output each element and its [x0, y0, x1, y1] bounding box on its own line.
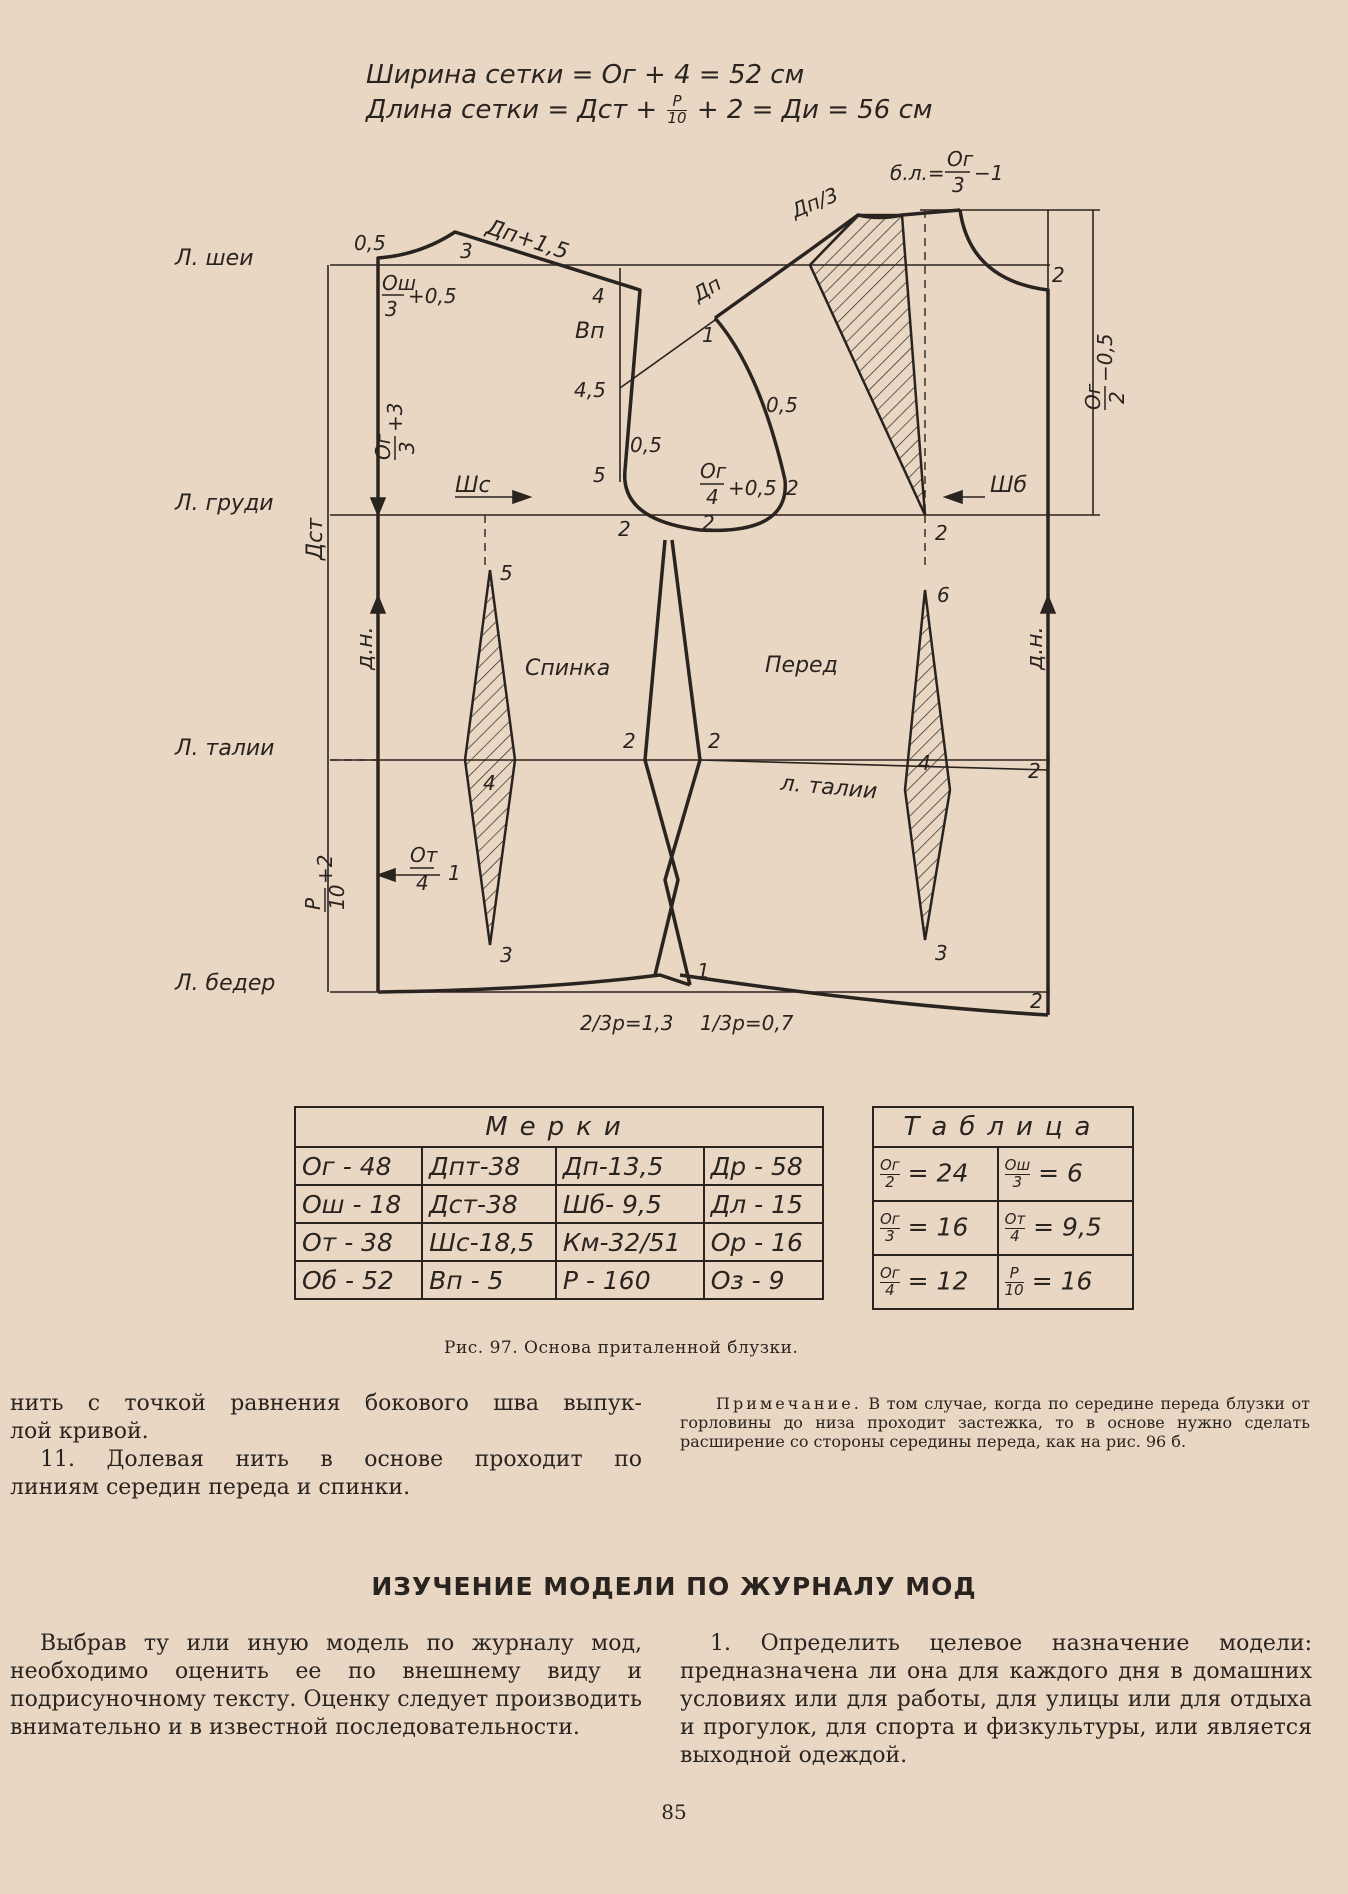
og2-denominator: 2 [1105, 391, 1129, 404]
label-hem-right: 1/3р=0,7 [700, 1011, 794, 1035]
bl-suffix: −1 [974, 161, 1004, 185]
cell-numerator: Ош [1004, 1155, 1031, 1174]
label-og4 [700, 459, 777, 509]
cell-value: = 16 [1031, 1266, 1093, 1295]
label-front: Перед [765, 653, 838, 678]
formula-table-title: Таблица [873, 1107, 1133, 1147]
point-numbers [354, 231, 1065, 1013]
point-5-dart: 5 [500, 561, 513, 585]
table-cell: Дст-38 [422, 1185, 556, 1223]
point-2-chest: 2 [618, 517, 631, 541]
label-dp: Дп [688, 271, 726, 307]
label-osh3 [382, 271, 457, 321]
back-dart [465, 570, 515, 945]
label-shb: Шб [990, 473, 1028, 498]
label-p10 [301, 855, 349, 912]
table-row [295, 1147, 823, 1185]
table-cell: Шб- 9,5 [556, 1185, 704, 1223]
table-cell: Р - 160 [556, 1261, 704, 1299]
point-0-5: 0,5 [354, 231, 386, 255]
table-cell: Ог - 48 [295, 1147, 422, 1185]
cell-value: = 12 [907, 1266, 969, 1295]
point-2-waist-front: 2 [1028, 759, 1041, 783]
table-cell: Вп - 5 [422, 1261, 556, 1299]
front-neck-and-center [960, 210, 1048, 1015]
fraction-denominator: 10 [667, 108, 687, 127]
og4-numerator: Ог [700, 459, 727, 483]
point-2-chest-mid: 2 [702, 511, 715, 535]
cell-numerator: Р [1005, 1266, 1024, 1283]
ot4-denominator: 4 [416, 871, 429, 895]
og3-denominator: 3 [395, 441, 419, 454]
bl-denominator: 3 [952, 173, 965, 197]
og2-rest: −0,5 [1093, 333, 1117, 382]
label-waist-line: Л. талии [175, 736, 275, 761]
label-dst: Дст [303, 517, 328, 560]
back-hem [378, 975, 690, 992]
table-cell: Ор - 16 [704, 1223, 823, 1261]
section-heading: ИЗУЧЕНИЕ МОДЕЛИ ПО ЖУРНАЛУ МОД [371, 1572, 977, 1601]
ot4-numerator: От [410, 843, 438, 867]
point-0-5-front: 0,5 [766, 393, 798, 417]
point-4: 4 [592, 284, 605, 308]
cell-numerator: От [1004, 1209, 1026, 1228]
formula-table [872, 1106, 1134, 1310]
label-neck-line: Л. шеи [175, 246, 254, 271]
bl-numerator: Ог [947, 147, 974, 171]
point-4-back-dart: 4 [483, 771, 496, 795]
back-piece-outline [378, 232, 785, 992]
table-cell: Дп-13,5 [556, 1147, 704, 1185]
page-number: 85 [661, 1800, 687, 1824]
label-back: Спинка [525, 656, 611, 681]
front-waist-line [700, 760, 1048, 770]
osh3-denominator: 3 [385, 297, 398, 321]
label-chest-line: Л. груди [175, 491, 274, 516]
label-vp: Вп [575, 319, 605, 344]
label-hip-line: Л. бедер [175, 971, 276, 996]
point-0-5-armhole: 0,5 [630, 433, 662, 457]
table-cell: Оз - 9 [704, 1261, 823, 1299]
table-cell [873, 1255, 998, 1309]
table-cell [873, 1201, 998, 1255]
table-row [295, 1261, 823, 1299]
cell-numerator: Ог [880, 1263, 900, 1282]
og4-rest: +0,5 [728, 476, 777, 500]
point-2-bust: 2 [935, 521, 948, 545]
label-ot4 [410, 843, 461, 895]
point-2-waist-right: 2 [708, 729, 721, 753]
note-paragraph [680, 1394, 1310, 1451]
cell-denominator: 3 [885, 1226, 895, 1245]
measurements-table [294, 1106, 824, 1300]
left-line-4: линиям середин переда и спинки. [10, 1475, 411, 1500]
fraction-numerator: Р [667, 94, 686, 111]
label-og2 [1081, 333, 1129, 410]
point-4-front-dart: 4 [918, 751, 931, 775]
table-row [873, 1255, 1133, 1309]
arrow-ot4 [378, 869, 395, 881]
table-cell: Шс-18,5 [422, 1223, 556, 1261]
table-cell [998, 1147, 1133, 1201]
label-dn-left: д.н. [353, 626, 378, 670]
table-cell: Об - 52 [295, 1261, 422, 1299]
point-2-armhole: 2 [786, 476, 799, 500]
point-3-front-dart: 3 [935, 941, 948, 965]
cell-value: = 16 [907, 1212, 969, 1241]
label-dn-right: д.н. [1023, 626, 1048, 670]
osh3-rest: +0,5 [408, 284, 457, 308]
point-4-5: 4,5 [574, 378, 606, 402]
grid-length-part-a: Длина сетки = Дст + [366, 94, 658, 125]
left-column-lower: Выбрав ту или иную модель по журналу мод, необходимо оценить ее по внешнему виду и подрисуночному тексту. Оценку следует производить внимательно и в известной последовательности. [10, 1631, 642, 1740]
cell-denominator: 3 [1012, 1172, 1023, 1191]
table-cell: Др - 58 [704, 1147, 823, 1185]
og2-numerator: Ог [1081, 383, 1105, 410]
cell-denominator: 4 [1010, 1226, 1020, 1245]
front-hem [680, 975, 1048, 1015]
table-cell: От - 38 [295, 1223, 422, 1261]
cell-denominator: 4 [885, 1280, 895, 1299]
table-row [295, 1223, 823, 1261]
label-shoulder-back: Дп+1,5 [483, 214, 572, 265]
cell-numerator: Ог [880, 1155, 900, 1174]
p10-numerator: Р [301, 897, 325, 910]
point-3-back-dart: 3 [500, 943, 513, 967]
table-row [295, 1185, 823, 1223]
cell-value: = 6 [1038, 1158, 1083, 1187]
table-cell [998, 1255, 1133, 1309]
right-column-lower: 1. Определить целевое назначение модели: предназначена ли она для каждого дня в домашних условиях или для работы, для улицы или для отдыха и прогулок, для спорта и физкультуры, или является выходной одеждой. [680, 1631, 1312, 1768]
osh3-numerator: Ош [382, 271, 417, 295]
point-1-shoulder: 1 [702, 323, 715, 347]
og3-rest: +3 [383, 402, 407, 432]
ot4-rest: 1 [448, 861, 461, 885]
note-label: Примечание. [716, 1394, 862, 1413]
bl-prefix: б.л.= [890, 161, 945, 185]
cell-numerator: Ог [880, 1209, 900, 1228]
table-row [873, 1201, 1133, 1255]
label-waist-inner: л. талии [779, 771, 879, 805]
label-bl [890, 147, 1003, 197]
left-line-3: 11. Долевая нить в основе проходит по [40, 1447, 642, 1472]
table-cell [873, 1147, 998, 1201]
figure-caption: Рис. 97. Основа приталенной блузки. [444, 1338, 799, 1358]
label-shs: Шс [455, 473, 491, 498]
grid-length-part-b: + 2 = Ди = 56 см [696, 94, 933, 125]
table-cell [998, 1201, 1133, 1255]
bust-dart [810, 215, 925, 515]
point-2-hem: 2 [1030, 989, 1043, 1013]
cell-denominator: 2 [885, 1172, 895, 1191]
point-1-hem: 1 [697, 959, 710, 983]
cell-denominator: 10 [1004, 1280, 1024, 1299]
point-6-dart: 6 [937, 583, 950, 607]
table-row [873, 1147, 1133, 1201]
left-line-1: нить с точкой равнения бокового шва выпук- [10, 1391, 642, 1416]
table-cell: Ош - 18 [295, 1185, 422, 1223]
table-cell: Км-32/51 [556, 1223, 704, 1261]
point-5-armhole: 5 [593, 463, 606, 487]
p10-rest: +2 [313, 854, 337, 884]
point-2-neck: 2 [1052, 263, 1065, 287]
p10-denominator: 10 [325, 884, 349, 910]
note-text: В том случае, когда по середине переда блузки от горловины до низа проходит застежка, то в основе нужно сделать расширение со стороны середины переда, как на рис. 96 б. [680, 1394, 1310, 1451]
og4-denominator: 4 [706, 485, 719, 509]
cell-value: = 24 [907, 1158, 969, 1187]
left-column-upper [10, 1390, 642, 1502]
point-2-waist-left: 2 [623, 729, 636, 753]
cell-value: = 9,5 [1033, 1212, 1102, 1241]
label-shoulder-front: Дп/3 [787, 182, 842, 223]
left-line-2: лой кривой. [10, 1419, 149, 1444]
label-hem-left: 2/3р=1,3 [580, 1011, 674, 1035]
og3-numerator: Ог [371, 433, 395, 460]
table-cell: Дпт-38 [422, 1147, 556, 1185]
table-cell: Дл - 15 [704, 1185, 823, 1223]
point-3-shoulder: 3 [460, 239, 473, 263]
grid-width-formula: Ширина сетки = Ог + 4 = 52 см [366, 60, 805, 90]
measurements-title: Мерки [295, 1107, 823, 1147]
